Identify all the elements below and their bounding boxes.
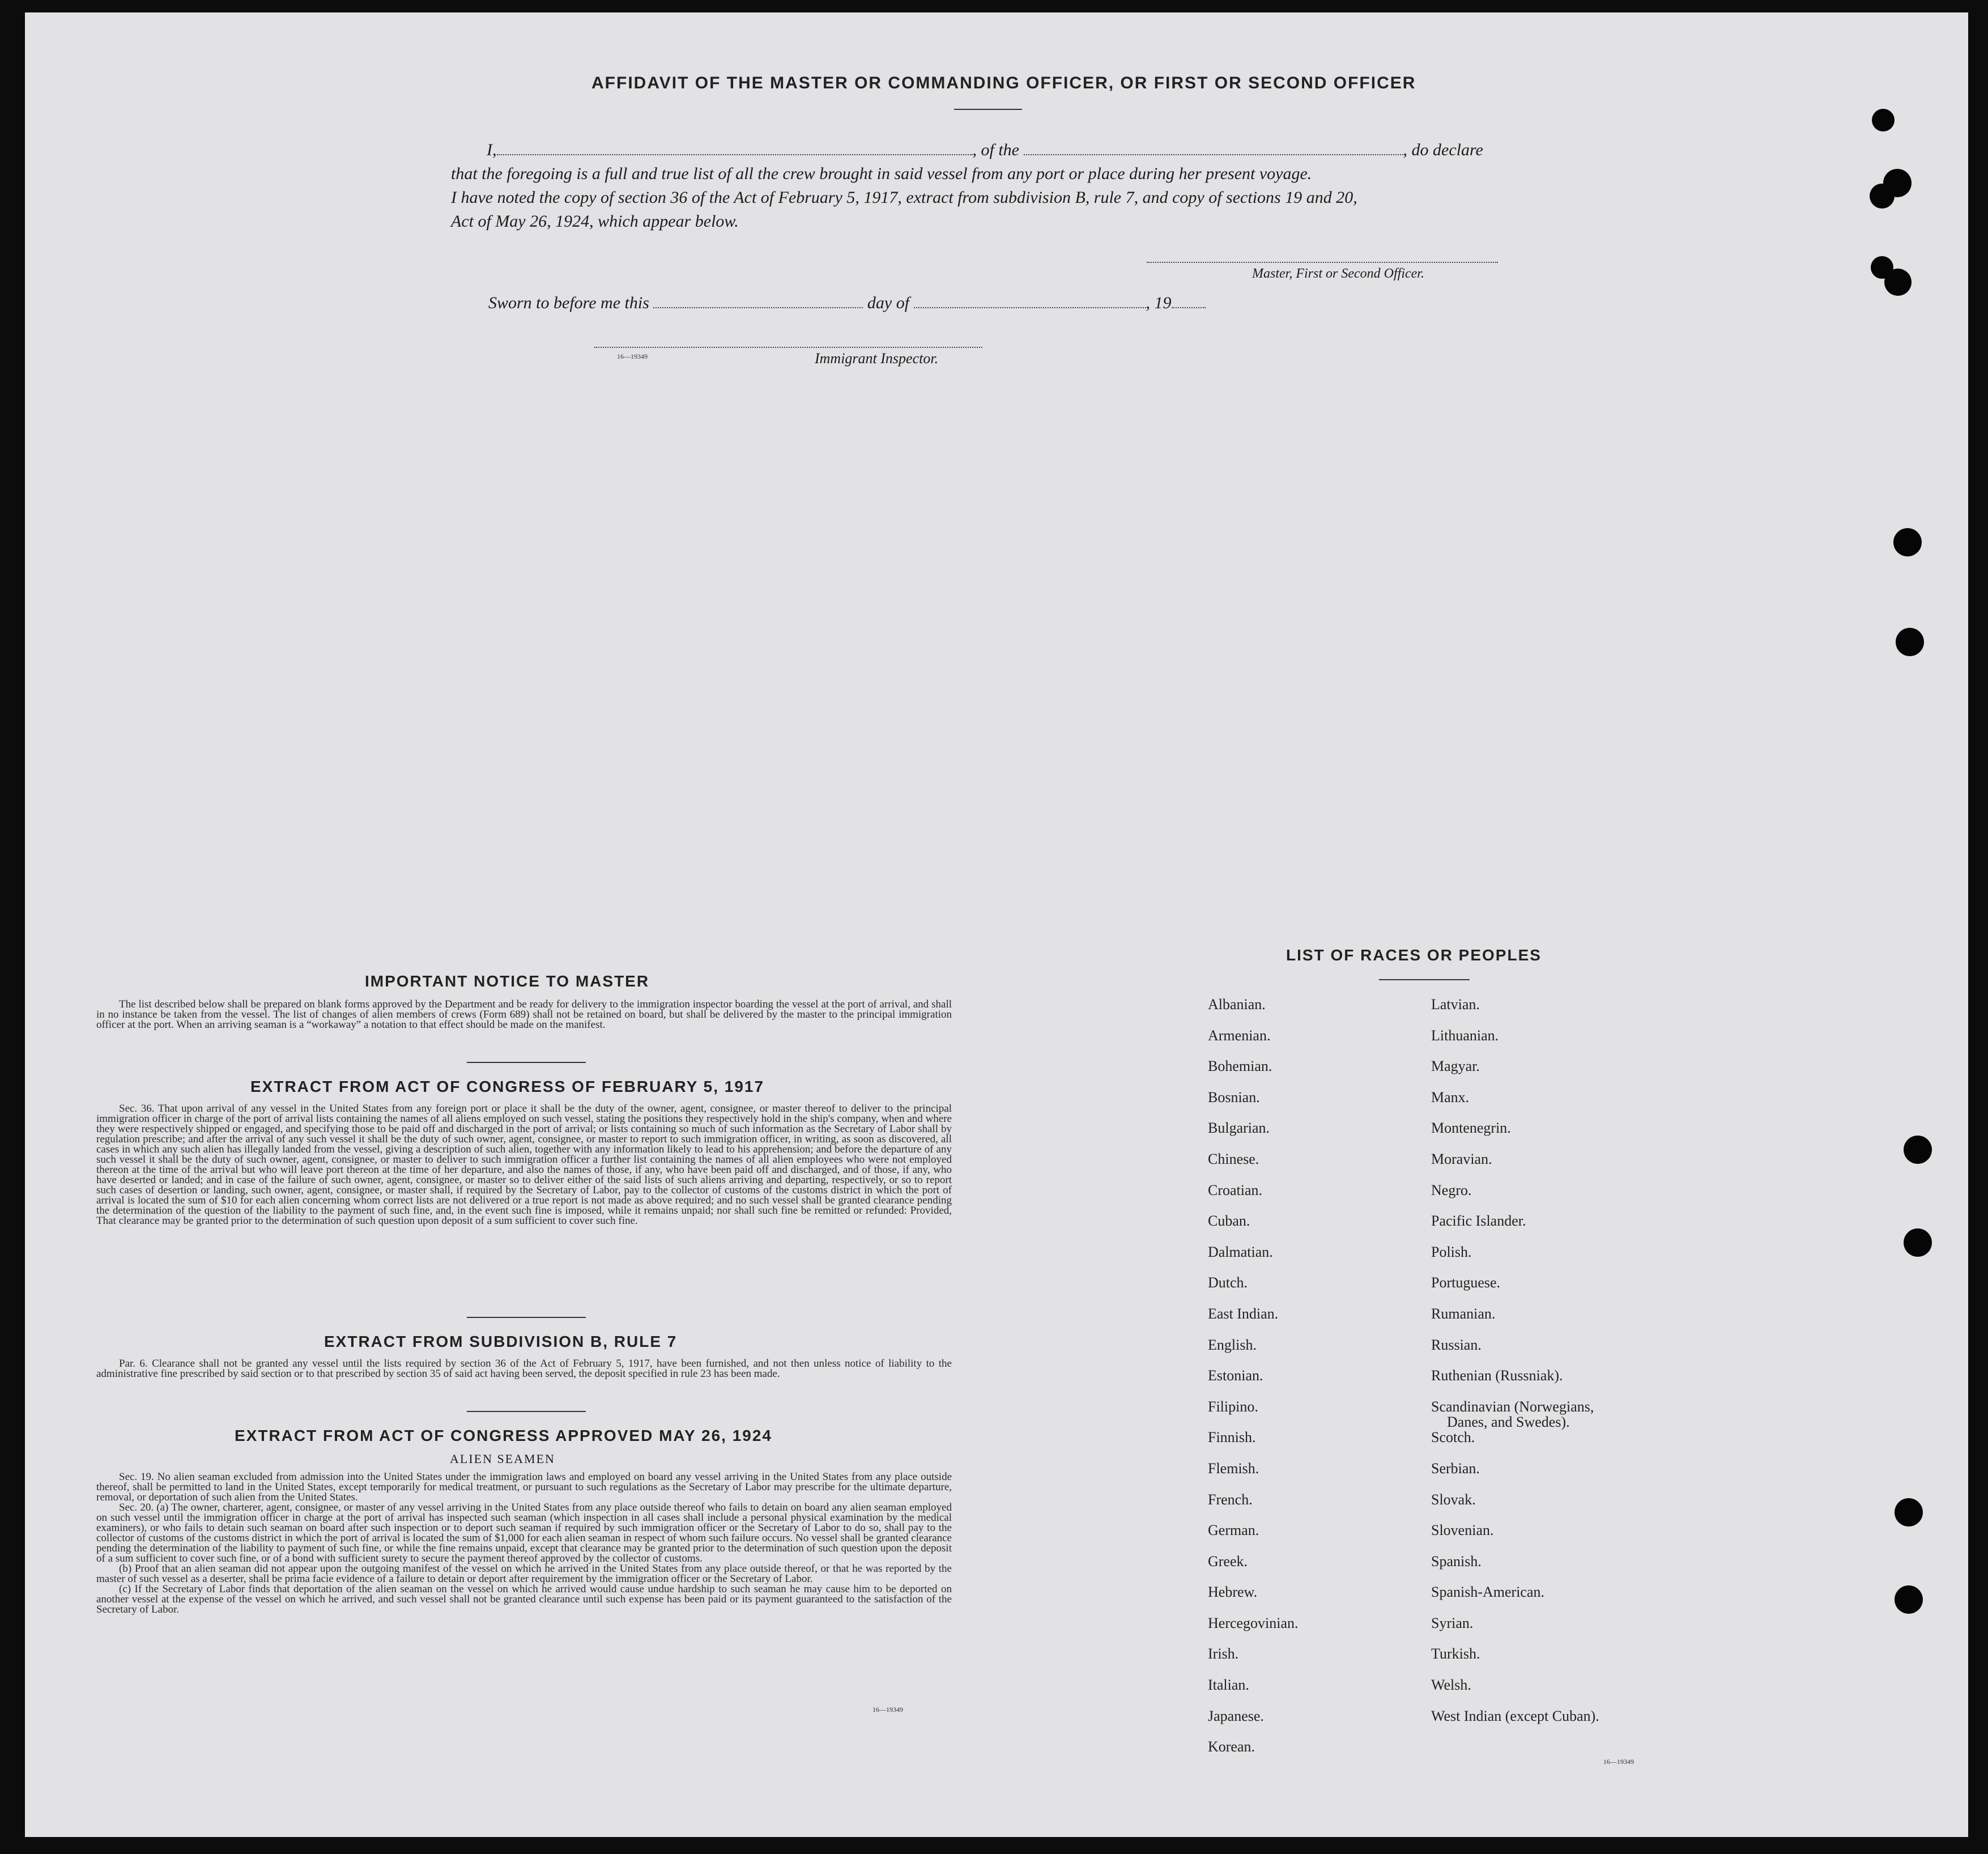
extract-form-number: 16—19349 — [872, 1706, 903, 1713]
affidavit-form-number: 16—19349 — [617, 352, 648, 360]
punch-hole — [1872, 109, 1895, 131]
race-item: Bosnian. — [1208, 1088, 1260, 1105]
race-item: Slovak. — [1431, 1491, 1476, 1508]
alien-seamen-subtitle: ALIEN SEAMEN — [450, 1452, 555, 1466]
race-item: Ruthenian (Russniak). — [1431, 1367, 1563, 1384]
punch-hole — [1895, 1498, 1923, 1526]
race-item: Armenian. — [1208, 1027, 1271, 1044]
notice-text — [96, 1000, 952, 1030]
document-page — [25, 12, 1968, 1837]
extract-1917-title: EXTRACT FROM ACT OF CONGRESS OF FEBRUARY 5, 1917 — [250, 1078, 765, 1095]
race-item: Russian. — [1431, 1336, 1482, 1353]
affidavit-i: I, — [487, 141, 497, 159]
race-item: Welsh. — [1431, 1677, 1471, 1694]
race-item: Rumanian. — [1431, 1305, 1496, 1322]
race-item: German. — [1208, 1522, 1259, 1539]
race-item: Lithuanian. — [1431, 1027, 1499, 1044]
race-item: Syrian. — [1431, 1614, 1474, 1631]
master-signature-line — [1147, 262, 1498, 263]
rule-7-text — [96, 1359, 952, 1379]
sworn-day-blank — [653, 307, 863, 308]
race-item: Albanian. — [1208, 996, 1266, 1013]
extract-1917-divider — [467, 1317, 586, 1318]
extract-1924-text — [96, 1472, 952, 1615]
race-item: Serbian. — [1431, 1460, 1480, 1477]
race-item: Polish. — [1431, 1243, 1472, 1260]
inspector-signature-line — [594, 347, 982, 348]
race-item: Hercegovinian. — [1208, 1614, 1299, 1631]
race-item: Manx. — [1431, 1088, 1470, 1105]
name-blank — [497, 154, 973, 155]
race-item: Japanese. — [1208, 1707, 1264, 1724]
race-item: Portuguese. — [1431, 1274, 1501, 1291]
race-item: Bulgarian. — [1208, 1120, 1270, 1137]
race-item: Finnish. — [1208, 1429, 1256, 1446]
notice-divider — [467, 1062, 586, 1063]
race-item: Irish. — [1208, 1645, 1239, 1662]
race-item: Slovenian. — [1431, 1522, 1494, 1539]
race-item: Flemish. — [1208, 1460, 1259, 1477]
sworn-line — [488, 291, 1206, 315]
extract-1917-text — [96, 1104, 952, 1226]
race-item: Hebrew. — [1208, 1584, 1258, 1601]
race-item: Scotch. — [1431, 1429, 1475, 1446]
race-item-continued: Danes, and Swedes). — [1447, 1414, 1570, 1431]
extract-1924-title: EXTRACT FROM ACT OF CONGRESS APPROVED MAY 26, 1924 — [235, 1427, 772, 1444]
vessel-blank — [1024, 154, 1403, 155]
race-item: Filipino. — [1208, 1398, 1258, 1415]
rule-7-paragraph: Par. 6. Clearance shall not be granted any vessel until the lists required by section 36 of the Act of February 5, 1917, have been furnished, and not then unless notice of liability to the administrative fine prescribed by said section or to that prescribed by section 35 of said act having been served, the deposit specified in rule 23 has been made. — [96, 1358, 952, 1380]
race-item: Cuban. — [1208, 1213, 1250, 1230]
race-item: Spanish. — [1431, 1553, 1482, 1570]
race-item: Pacific Islander. — [1431, 1213, 1526, 1230]
race-item: Turkish. — [1431, 1645, 1480, 1662]
race-item: Negro. — [1431, 1181, 1472, 1198]
affidavit-of-the: , of the — [972, 141, 1019, 159]
notice-paragraph: The list described below shall be prepared on blank forms approved by the Department and be ready for delivery to the immigration inspector boarding the vessel at the port of arrival, and shall in no instance be taken from the vessel. The list of changes of alien members of crews (Form 689) shall not be retained on board, but shall be delivered by the master to the principal immigration officer at the port. When an arriving seaman is a “workaway” a notation to that effect should be made on the manifest. — [96, 998, 952, 1031]
year-blank — [1172, 307, 1206, 308]
race-item: Dutch. — [1208, 1274, 1248, 1291]
sworn-month-blank — [914, 307, 1146, 308]
affidavit-do-declare: , do declare — [1403, 141, 1483, 159]
section-19-paragraph: Sec. 19. No alien seaman excluded from admission into the United States under the immigration laws and employed on board any vessel arriving in the United States from any place outside thereof, shall be permitted to land in the United States, except temporarily for medical treatment, or pursuant to such regulations as the Secretary of Labor may prescribe for the ultimate departure, removal, or deportation of such alien from the United States. — [96, 1471, 952, 1503]
race-item: Korean. — [1208, 1738, 1255, 1755]
section-20a-paragraph: Sec. 20. (a) The owner, charterer, agent, consignee, or master of any vessel arriving in the United States from any place outside thereof who fails to detain on board any alien seaman employed on such vessel until the immigration officer in charge at the port of arrival has inspected such seaman (which inspection in all cases shall include a personal physical examination by the medical examiners), or who fails to detain such seaman on board after such inspection or to deport such seaman if required by such immigration officer or the Secretary of Labor to do so, shall pay to the collector of customs of the customs district in which the port of arrival is located the sum of $1,000 for each alien seaman in respect of whom such failure occurs. No vessel shall be granted clearance pending the determination of the liability to payment of such fine, or while the fine remains unpaid, except that clearance may be granted prior to the determination of such question upon the deposit of a sum sufficient to cover such fine, or of a bond with sufficient surety to secure the payment thereof approved by the collector of customs. — [96, 1502, 952, 1564]
race-item: Greek. — [1208, 1553, 1248, 1570]
races-right-column — [1431, 996, 1703, 1738]
section-20c-paragraph: (c) If the Secretary of Labor finds that deportation of the alien seaman on the vessel on which he arrived would cause undue hardship to such seaman he may cause him to be deported on another vessel at the expense of the vessel on which he arrived, and such vessel shall not be granted clearance until such expense has been paid or its payment guaranteed to the satisfaction of the Secretary of Labor. — [96, 1583, 952, 1615]
section-36-paragraph: Sec. 36. That upon arrival of any vessel in the United States from any foreign port or place it shall be the duty of the owner, agent, consignee, or master thereof to deliver to the principal immigration officer in charge of the port of arrival lists containing the names of all aliens employed on such vessel, stating the positions they respectively hold in the ship's company, when and where they were respectively shipped or engaged, and specifying those to be paid off and discharged in the port of arrival; or lists containing so much of such information as the Secretary of Labor shall by regulation prescribe; and after the arrival of any such vessel it shall be the duty of such owner, agent, consignee, or master to report to such immigration officer, in writing, as soon as discovered, all cases in which any such alien has illegally landed from the vessel, giving a description of such alien, together with any information likely to lead to his apprehension; and before the departure of any such vessel it shall be the duty of such owner, agent, consignee, or master to deliver to such immigration officer a further list containing the names of all alien employees who were not employed thereon at the time of the arrival but who will leave port thereon at the time of her departure, and also the names of those, if any, who have been paid off and discharged, and of those, if any, who have deserted or landed; and in case of the failure of such owner, agent, consignee, or master so to deliver either of the said lists of such aliens arriving and departing, respectively, or so to report such cases of desertion or landing, such owner, agent, consignee, or master shall, if required by the Secretary of Labor, pay to the collector of customs of the customs district in which the port of arrival is located the sum of $10 for each alien concerning whom correct lists are not delivered or a true report is not made as above required; and no such vessel shall be granted clearance pending the determination of the question of the liability to the payment of such fine, and, in the event such fine is imposed, while it remains unpaid; nor shall such fine be remitted or refunded: Provided, That clearance may be granted prior to the determination of such question upon deposit of a sum sufficient to cover such fine. — [96, 1103, 952, 1227]
race-item: Magyar. — [1431, 1058, 1480, 1075]
punch-hole — [1896, 628, 1924, 656]
affidavit-line1 — [487, 138, 1483, 162]
punch-hole — [1870, 184, 1895, 209]
race-item: Chinese. — [1208, 1150, 1259, 1167]
races-form-number: 16—19349 — [1603, 1758, 1634, 1766]
punch-hole — [1893, 528, 1922, 556]
race-item: West Indian (except Cuban). — [1431, 1707, 1599, 1724]
race-item: Latvian. — [1431, 996, 1480, 1013]
affidavit-line3: I have noted the copy of section 36 of the Act of February 5, 1917, extract from subdivision B, rule 7, and copy of sections 19 and 20, — [451, 188, 1357, 207]
races-divider — [1379, 979, 1470, 980]
race-item: French. — [1208, 1491, 1253, 1508]
affidavit-divider — [954, 109, 1022, 110]
race-item: East Indian. — [1208, 1305, 1279, 1322]
race-item: Bohemian. — [1208, 1058, 1272, 1075]
race-item: Moravian. — [1431, 1150, 1492, 1167]
race-item: Estonian. — [1208, 1367, 1263, 1384]
race-item: Montenegrin. — [1431, 1120, 1511, 1137]
notice-title: IMPORTANT NOTICE TO MASTER — [365, 972, 650, 990]
year-label: , 19 — [1146, 294, 1172, 312]
inspector-label: Immigrant Inspector. — [815, 350, 939, 367]
affidavit-line4: Act of May 26, 1924, which appear below. — [451, 212, 739, 231]
races-left-column — [1208, 996, 1423, 1770]
rule-7-title: EXTRACT FROM SUBDIVISION B, RULE 7 — [324, 1333, 678, 1350]
race-item: Italian. — [1208, 1677, 1249, 1694]
race-item: Dalmatian. — [1208, 1243, 1273, 1260]
race-item: Spanish-American. — [1431, 1584, 1545, 1601]
rule-7-divider — [467, 1411, 586, 1412]
sworn-label: Sworn to before me this — [488, 294, 649, 312]
day-of-label: day of — [867, 294, 910, 312]
race-item: Croatian. — [1208, 1181, 1263, 1198]
punch-hole — [1904, 1228, 1932, 1257]
affidavit-line2: that the foregoing is a full and true list of all the crew brought in said vessel from any port or place during her present voyage. — [451, 164, 1312, 183]
punch-hole — [1895, 1585, 1923, 1614]
punch-hole — [1904, 1136, 1932, 1164]
race-item: English. — [1208, 1336, 1257, 1353]
race-item: Scandinavian (Norwegians, — [1431, 1398, 1594, 1415]
section-20b-paragraph: (b) Proof that an alien seaman did not appear upon the outgoing manifest of the vessel on which he arrived in the United States from any place outside thereof, or that he was reported by the master of such vessel as a deserter, shall be prima facie evidence of a failure to detain or deport after requirement by the immigration officer or the Secretary of Labor. — [96, 1563, 952, 1585]
races-title: LIST OF RACES OR PEOPLES — [1286, 946, 1542, 964]
punch-hole — [1884, 269, 1912, 296]
affidavit-title: AFFIDAVIT OF THE MASTER OR COMMANDING OFFICER, OR FIRST OR SECOND OFFICER — [591, 74, 1416, 92]
master-signature-label: Master, First or Second Officer. — [1252, 266, 1424, 281]
